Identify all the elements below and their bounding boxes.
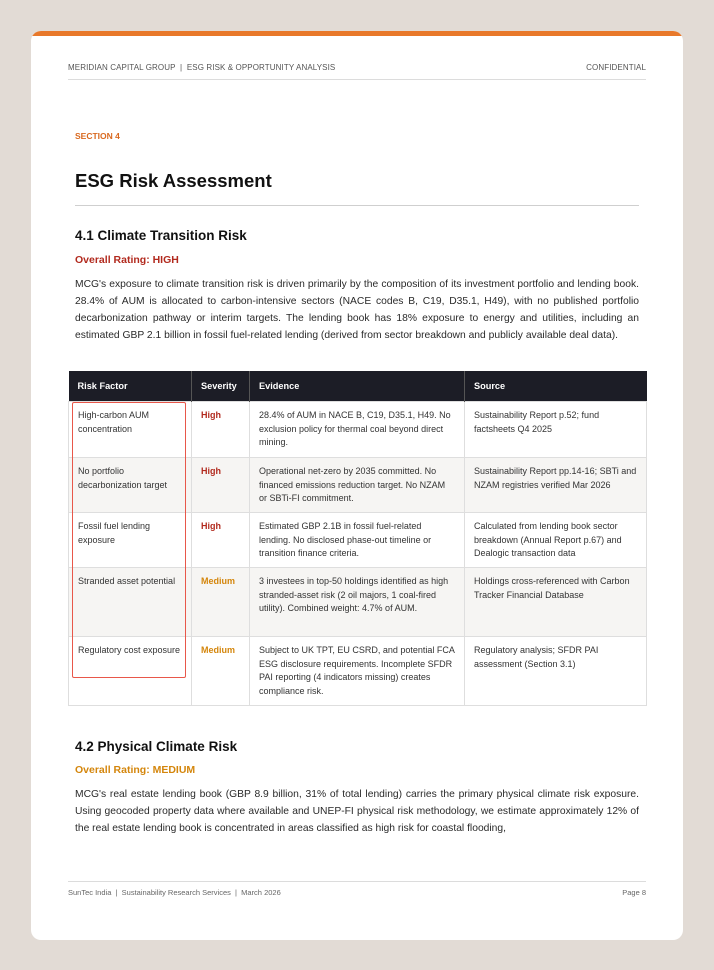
risk-factor-cell: Regulatory cost exposure (69, 637, 192, 706)
evidence-cell: 28.4% of AUM in NACE B, C19, D35.1, H49. No exclusion policy for thermal coal beyond direct mining. (250, 402, 465, 458)
evidence-cell: 3 investees in top-50 holdings identified as high stranded-asset risk (2 oil majors, 1 coal-fired utility). Combined weight: 4.7% of AUM. (250, 568, 465, 637)
severity-cell: High (192, 513, 250, 568)
page-title: ESG Risk Assessment (75, 170, 272, 191)
table-header-row (69, 371, 647, 402)
physical-risk-paragraph: MCG's real estate lending book (GBP 8.9 billion, 31% of total lending) carries the primary physical climate risk exposure. Using geocoded property data where available and UNEP-FI physical risk methodology, we estimate approximately 12% of the real estate lending book is concentrated in areas classified as high risk for coastal flooding, (75, 789, 639, 834)
source-cell: Holdings cross-referenced with Carbon Tracker Financial Database (465, 568, 647, 637)
header-confidential: CONFIDENTIAL (586, 63, 646, 72)
table-row (69, 637, 647, 706)
source-cell: Regulatory analysis; SFDR PAI assessment (Section 3.1) (465, 637, 647, 706)
footer-credit: SunTec India | Sustainability Research Services | March 2026 (68, 888, 281, 897)
overall-rating-high: Overall Rating: HIGH (75, 254, 179, 266)
table-row (69, 458, 647, 513)
risk-factor-cell: No portfolio decarbonization target (69, 458, 192, 513)
header-title: MERIDIAN CAPITAL GROUP | ESG RISK & OPPORTUNITY ANALYSIS (68, 63, 336, 72)
severity-cell: Medium (192, 568, 250, 637)
subsection-heading-4-2: 4.2 Physical Climate Risk (75, 739, 238, 754)
subsection-heading-4-1: 4.1 Climate Transition Risk (75, 228, 247, 243)
table-row (69, 402, 647, 458)
page-number: Page 8 (622, 888, 646, 897)
risk-table (68, 371, 647, 706)
table-row (69, 513, 647, 568)
risk-factor-cell: Stranded asset potential (69, 568, 192, 637)
title-divider (75, 205, 639, 206)
source-cell: Sustainability Report pp.14-16; SBTi and NZAM registries verified Mar 2026 (465, 458, 647, 513)
section-label: SECTION 4 (75, 131, 120, 141)
source-cell: Sustainability Report p.52; fund factsheets Q4 2025 (465, 402, 647, 458)
column-header-severity: Severity (192, 371, 250, 402)
column-header-risk-factor: Risk Factor (69, 371, 192, 402)
column-header-source: Source (465, 371, 647, 402)
document-page (31, 31, 683, 940)
severity-cell: Medium (192, 637, 250, 706)
accent-bar (31, 31, 683, 36)
severity-cell: High (192, 458, 250, 513)
evidence-cell: Operational net-zero by 2035 committed. No financed emissions reduction target. No NZAM or SBTi-FI commitment. (250, 458, 465, 513)
source-cell: Calculated from lending book sector breakdown (Annual Report p.67) and Dealogic transaction data (465, 513, 647, 568)
risk-factor-cell: High-carbon AUM concentration (69, 402, 192, 458)
evidence-cell: Estimated GBP 2.1B in fossil fuel-related lending. No disclosed phase-out timeline or transition finance criteria. (250, 513, 465, 568)
risk-factor-cell: Fossil fuel lending exposure (69, 513, 192, 568)
running-header (68, 63, 646, 80)
running-footer (68, 881, 646, 897)
evidence-cell: Subject to UK TPT, EU CSRD, and potential FCA ESG disclosure requirements. Incomplete SFDR PAI reporting (4 indicators missing) creates compliance risk. (250, 637, 465, 706)
overall-rating-medium: Overall Rating: MEDIUM (75, 764, 196, 776)
climate-transition-paragraph: MCG's exposure to climate transition risk is driven primarily by the composition of its investment portfolio and lending book. 28.4% of AUM is allocated to carbon-intensive sectors (NACE codes B, C19, D35.1, H49), with no published portfolio decarbonization pathway or interim targets. The lending book has 18% exposure to energy and utilities, including an estimated GBP 2.1 billion in fossil fuel-related lending (derived from sector breakdown and publicly available deal data). (75, 279, 639, 341)
table-row (69, 568, 647, 637)
severity-cell: High (192, 402, 250, 458)
column-header-evidence: Evidence (250, 371, 465, 402)
